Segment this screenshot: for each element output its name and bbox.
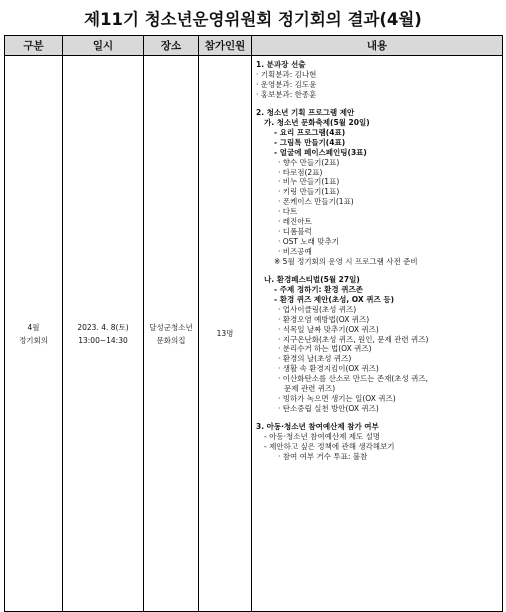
list-item: · 환경오염 예방법(OX 퀴즈) xyxy=(278,314,370,324)
note-text: ※ 5월 정기회의 운영 시 프로그램 사전 준비 xyxy=(274,256,418,266)
list-item: · 비누 만들기(1표) xyxy=(278,177,340,187)
list-item: · 지구온난화(초성 퀴즈, 원인, 문제 관련 퀴즈) xyxy=(278,334,429,344)
list-item: - 요리 프로그램(4표) xyxy=(274,127,346,137)
list-item: · 홍보분과: 한종훈 xyxy=(256,89,317,99)
list-item: - 주제 정하기: 환경 퀴즈존 xyxy=(274,285,364,295)
list-item: · 기획분과: 김나현 xyxy=(256,69,317,79)
list-item: · 탄소중립 실천 방안(OX 퀴즈) xyxy=(278,403,379,413)
section-2a-title: 가. 청소년 문화축제(5월 20일) xyxy=(264,118,370,128)
list-item: · 비즈공예 xyxy=(278,246,312,256)
list-item: - 얼굴에 페이스페인팅(3표) xyxy=(274,147,367,157)
header-row xyxy=(5,36,503,56)
list-item: · 참여 여부 거수 투표: 불참 xyxy=(278,452,368,462)
list-item: · 생활 속 환경지킴이(OX 퀴즈) xyxy=(278,364,379,374)
list-item: · 향수 만들기(2표) xyxy=(278,157,340,167)
meeting-result-table xyxy=(4,35,503,612)
category-month: 4월 xyxy=(27,322,40,332)
category-type: 정기회의 xyxy=(19,335,48,345)
list-item: · 폰케이스 만들기(1표) xyxy=(278,197,354,207)
list-item: · 타로점(2표) xyxy=(278,167,323,177)
section-2-title: 2. 청소년 기획 프로그램 제안 xyxy=(256,108,355,118)
header-place: 장소 xyxy=(144,36,199,56)
document-title: 제11기 청소년운영위원회 정기회의 결과(4월) xyxy=(84,10,422,29)
section-3-title: 3. 아동·청소년 참여예산제 참가 여부 xyxy=(256,422,379,432)
list-item: · 디폼블럭 xyxy=(278,227,312,236)
header-datetime: 일시 xyxy=(63,36,144,56)
list-item: · 키링 만들기(1표) xyxy=(278,187,340,197)
list-item: · 레진아트 xyxy=(278,217,312,227)
list-item: - 제안하고 싶은 정책에 관해 생각해보기 xyxy=(264,442,395,452)
place-line-2: 문화의집 xyxy=(156,335,186,345)
section-1-title: 1. 분과장 선출 xyxy=(256,60,306,69)
list-item: · 이산화탄소를 산소로 만드는 존재(초성 퀴즈, xyxy=(278,374,429,384)
table-row xyxy=(5,56,503,612)
list-item: · OST 노래 맞추기 xyxy=(278,236,340,246)
meeting-time: 13:00~14:30 xyxy=(78,335,128,345)
header-participants: 참가인원 xyxy=(199,36,252,56)
list-item-continuation: 문제 관련 퀴즈) xyxy=(284,384,336,394)
list-item: - 아동·청소년 참여예산제 제도 설명 xyxy=(264,432,381,442)
list-item: · 환경의 날(초성 퀴즈) xyxy=(278,354,352,364)
list-item: · 식목일 날짜 맞추기(OX 퀴즈) xyxy=(278,324,379,334)
content-cell xyxy=(252,56,503,612)
list-item: - 그림톡 만들기(4표) xyxy=(274,137,346,147)
list-item: · 분리수거 하는 법(OX 퀴즈) xyxy=(278,344,372,354)
list-item: - 환경 퀴즈 제안(초성, OX 퀴즈 등) xyxy=(274,294,395,304)
list-item: · 업사이클링(초성 퀴즈) xyxy=(278,304,357,314)
meeting-date: 2023. 4. 8(토) xyxy=(77,322,129,332)
participants-count: 13명 xyxy=(216,329,234,338)
section-2b-title: 나. 환경페스티벌(5월 27일) xyxy=(264,275,360,285)
list-item: · 운영분과: 김도윤 xyxy=(256,79,317,89)
list-item: · 빙하가 녹으면 생기는 일(OX 퀴즈) xyxy=(278,394,396,403)
participants-cell xyxy=(199,56,252,612)
place-cell xyxy=(144,56,199,612)
header-content: 내용 xyxy=(252,36,503,56)
header-category: 구분 xyxy=(5,36,63,56)
list-item: · 다트 xyxy=(278,207,298,217)
category-cell xyxy=(5,56,63,612)
datetime-cell xyxy=(63,56,144,612)
place-line-1: 달성군청소년 xyxy=(149,322,193,332)
